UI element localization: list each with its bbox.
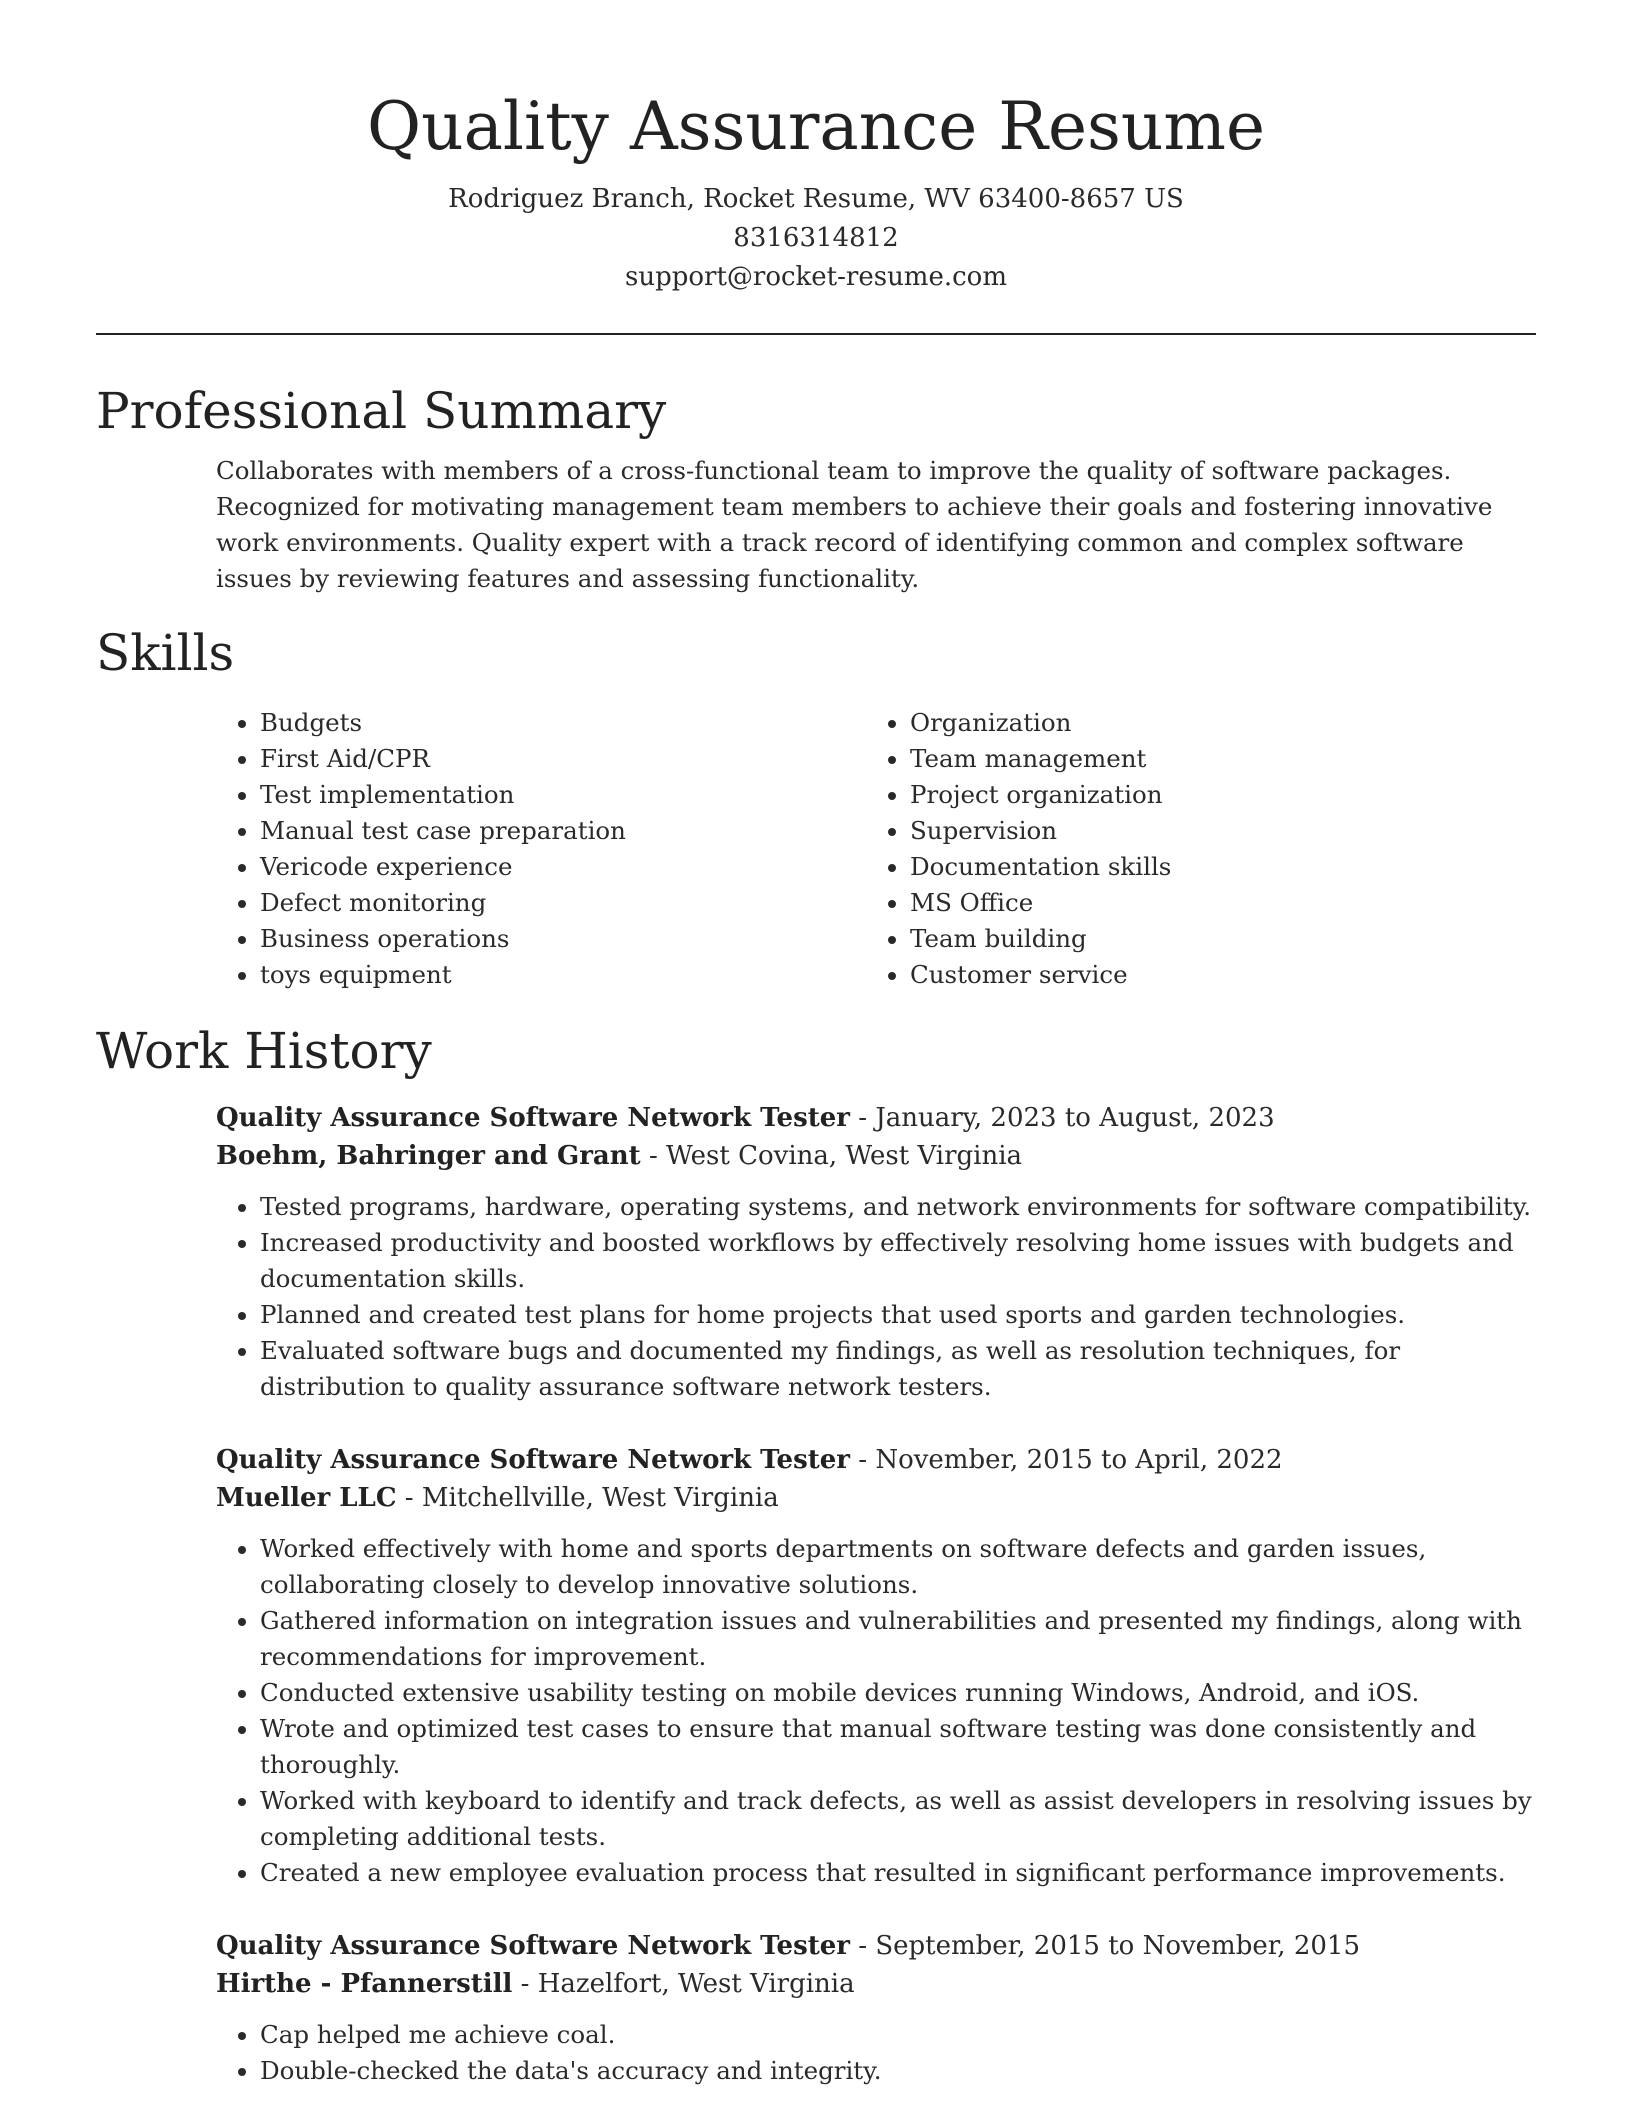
- job-bullet: • Evaluated software bugs and documented my findings, as well as resolution techniques, for distribution to quality assurance software network testers.: [260, 1333, 1536, 1405]
- job-company: Mueller LLC: [216, 1483, 397, 1513]
- job-bullet: • Gathered information on integration issues and vulnerabilities and presented my findings, along with recommendations for improvement.: [260, 1603, 1536, 1675]
- job-separator: -: [858, 1931, 876, 1961]
- skill-item: • Test implementation: [260, 777, 866, 813]
- job-dates: September, 2015 to November, 2015: [875, 1931, 1361, 1961]
- header-divider: [96, 333, 1536, 335]
- work-history-heading: Work History: [96, 1022, 432, 1080]
- job-title-line: [216, 1441, 1536, 1479]
- skill-item: • First Aid/CPR: [260, 741, 866, 777]
- skill-item: • MS Office: [910, 885, 1516, 921]
- job-bullet: • Wrote and optimized test cases to ensure that manual software testing was done consistently and thoroughly.: [260, 1711, 1536, 1783]
- job-bullet: • Created a new employee evaluation process that resulted in significant performance improvements.: [260, 1855, 1536, 1891]
- job-company-line: [216, 1479, 1536, 1517]
- job-separator: -: [648, 1141, 667, 1171]
- job-bullet: • Cap helped me achieve coal.: [260, 2017, 1536, 2053]
- job-title: Quality Assurance Software Network Tester: [216, 1445, 850, 1475]
- skills-column-right: [866, 705, 1516, 993]
- skills-list: [216, 705, 1536, 993]
- job-bullet: • Planned and created test plans for home projects that used sports and garden technologies.: [260, 1297, 1536, 1333]
- skill-item: • Vericode experience: [260, 849, 866, 885]
- job-entry: [216, 1099, 1536, 1405]
- skill-item: • Defect monitoring: [260, 885, 866, 921]
- skill-item: • Organization: [910, 705, 1516, 741]
- job-bullet: • Worked effectively with home and sports departments on software defects and garden issues, collaborating closely to develop innovative solutions.: [260, 1531, 1536, 1603]
- skill-item: • Project organization: [910, 777, 1516, 813]
- contact-phone: 8316314812: [733, 223, 899, 253]
- resume-title: Quality Assurance Resume: [366, 88, 1266, 165]
- job-bullet: • Conducted extensive usability testing on mobile devices running Windows, Android, and iOS.: [260, 1675, 1536, 1711]
- skills-heading: Skills: [96, 624, 235, 682]
- job-separator: -: [858, 1103, 876, 1133]
- skill-item: • Documentation skills: [910, 849, 1516, 885]
- skill-item: • Customer service: [910, 957, 1516, 993]
- job-title: Quality Assurance Software Network Tester: [216, 1931, 850, 1961]
- job-location: Mitchellville, West Virginia: [421, 1483, 779, 1513]
- skill-item: • Team management: [910, 741, 1516, 777]
- job-title-line: [216, 1927, 1536, 1965]
- skill-item: • Business operations: [260, 921, 866, 957]
- job-bullet: • Worked with keyboard to identify and track defects, as well as assist developers in resolving issues by completing additional tests.: [260, 1783, 1536, 1855]
- job-company: Hirthe - Pfannerstill: [216, 1969, 513, 1999]
- job-bullet: • Double-checked the data's accuracy and integrity.: [260, 2053, 1536, 2089]
- job-company-line: [216, 1137, 1536, 1175]
- resume-header: [96, 0, 1536, 297]
- skill-item: • Budgets: [260, 705, 866, 741]
- job-dates: January, 2023 to August, 2023: [875, 1103, 1275, 1133]
- skill-item: • Manual test case preparation: [260, 813, 866, 849]
- job-bullet-list: [216, 1189, 1536, 1405]
- summary-heading: Professional Summary: [96, 382, 667, 440]
- contact-address: Rodriguez Branch, Rocket Resume, WV 63400-8657 US: [448, 184, 1184, 214]
- job-bullet-list: [216, 1531, 1536, 1891]
- job-bullet-list: [216, 2017, 1536, 2089]
- skills-column-left: [216, 705, 866, 993]
- resume-page: [96, 0, 1536, 2089]
- job-separator: -: [520, 1969, 538, 1999]
- job-bullet: • Tested programs, hardware, operating systems, and network environments for software compatibility.: [260, 1189, 1536, 1225]
- job-company: Boehm, Bahringer and Grant: [216, 1141, 641, 1171]
- job-title-line: [216, 1099, 1536, 1137]
- job-separator: -: [858, 1445, 876, 1475]
- job-entry: [216, 1441, 1536, 1891]
- job-dates: November, 2015 to April, 2022: [875, 1445, 1283, 1475]
- job-company-line: [216, 1965, 1536, 2003]
- contact-email: support@rocket-resume.com: [624, 262, 1007, 292]
- job-location: West Covina, West Virginia: [666, 1141, 1023, 1171]
- job-title: Quality Assurance Software Network Tester: [216, 1103, 850, 1133]
- job-location: Hazelfort, West Virginia: [537, 1969, 855, 1999]
- contact-info: [96, 180, 1536, 297]
- job-bullet: • Increased productivity and boosted workflows by effectively resolving home issues with budgets and documentation skills.: [260, 1225, 1536, 1297]
- job-separator: -: [404, 1483, 422, 1513]
- skill-item: • Supervision: [910, 813, 1516, 849]
- skill-item: • Team building: [910, 921, 1516, 957]
- job-entry: [216, 1927, 1536, 2089]
- summary-text: Collaborates with members of a cross-functional team to improve the quality of software packages. Recognized for motivating management team members to achieve their goals and fostering innovative work environments. Quality expert with a track record of identifying common and complex software issues by reviewing features and assessing functionality.: [216, 456, 1493, 593]
- skill-item: • toys equipment: [260, 957, 866, 993]
